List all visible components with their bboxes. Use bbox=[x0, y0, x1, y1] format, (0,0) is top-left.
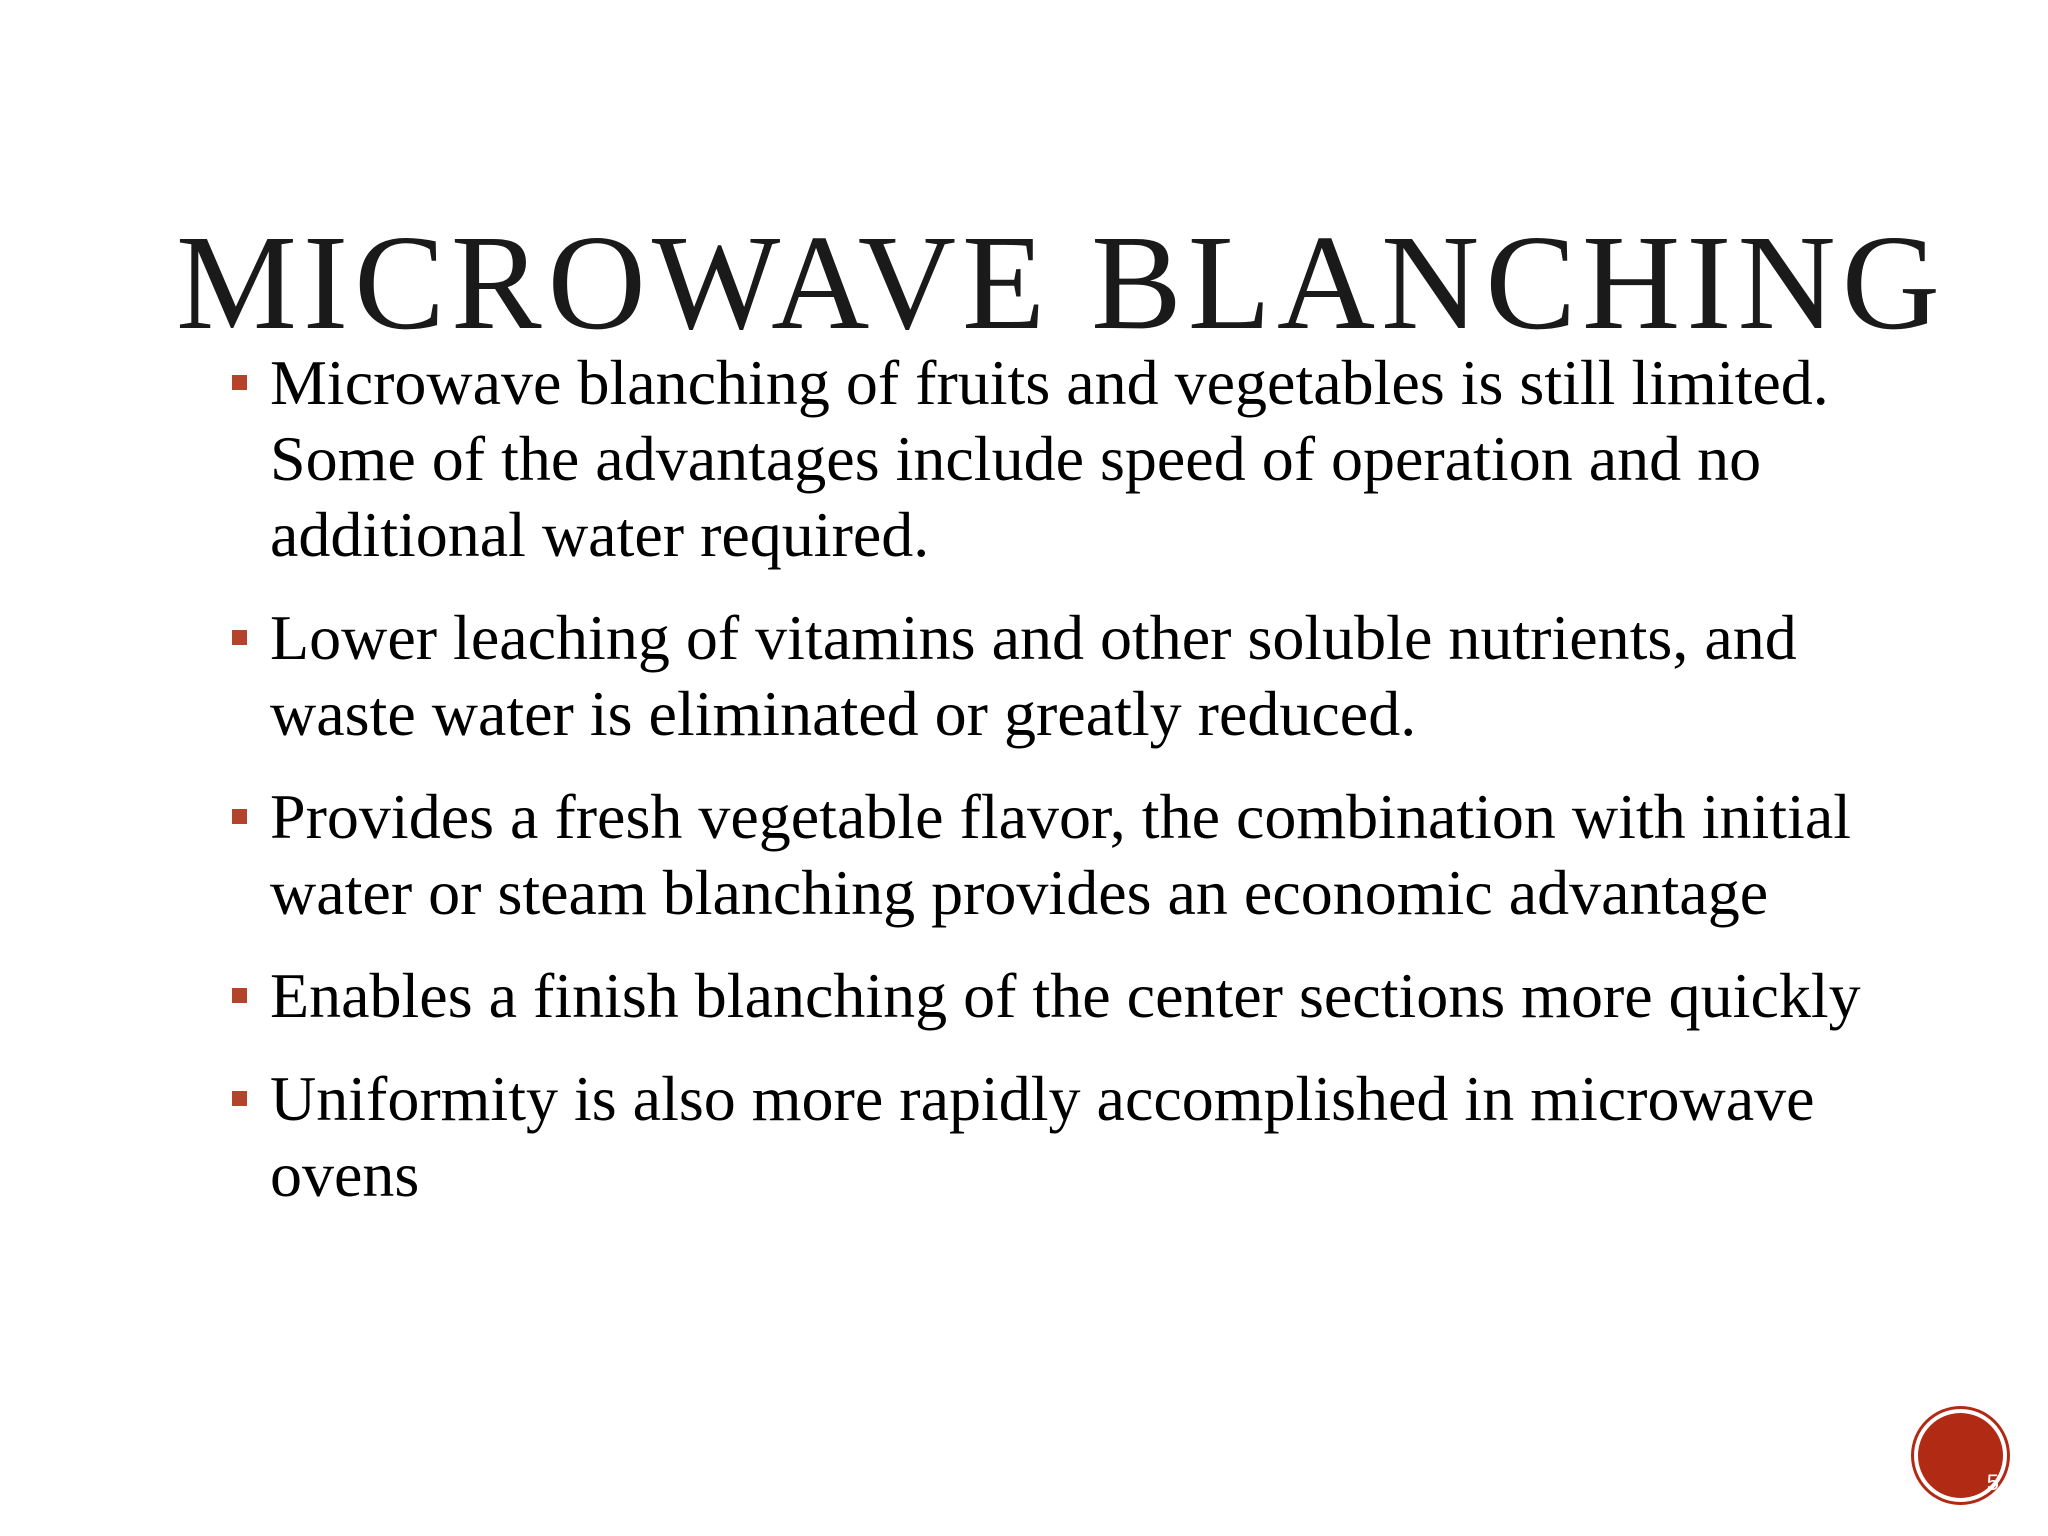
bullet-text: Microwave blanching of fruits and vegetables is still limited. Some of the advantages include speed of operation and no additional water required. bbox=[270, 347, 1829, 570]
bullet-item bbox=[232, 779, 1952, 931]
bullet-text: Provides a fresh vegetable flavor, the combination with initial water or steam blanching provides an economic advantage bbox=[270, 781, 1851, 928]
square-bullet-icon bbox=[232, 630, 247, 645]
slide-title: MICROWAVE BLANCHING bbox=[176, 208, 1946, 358]
bullet-text: Uniformity is also more rapidly accomplished in microwave ovens bbox=[270, 1063, 1815, 1210]
square-bullet-icon bbox=[232, 809, 247, 824]
bullet-item bbox=[232, 958, 1952, 1034]
bullet-item bbox=[232, 1061, 1952, 1213]
bullet-item bbox=[232, 345, 1952, 573]
bullet-item bbox=[232, 600, 1952, 752]
square-bullet-icon bbox=[232, 988, 247, 1003]
bullet-text: Enables a finish blanching of the center sections more quickly bbox=[270, 960, 1861, 1031]
square-bullet-icon bbox=[232, 375, 247, 390]
slide-number-badge bbox=[1918, 1413, 2003, 1498]
square-bullet-icon bbox=[232, 1091, 247, 1106]
bullet-text: Lower leaching of vitamins and other soluble nutrients, and waste water is eliminated or greatly reduced. bbox=[270, 602, 1797, 749]
bullet-list bbox=[232, 345, 1952, 1240]
slide-number: 5 bbox=[1986, 1470, 1999, 1495]
